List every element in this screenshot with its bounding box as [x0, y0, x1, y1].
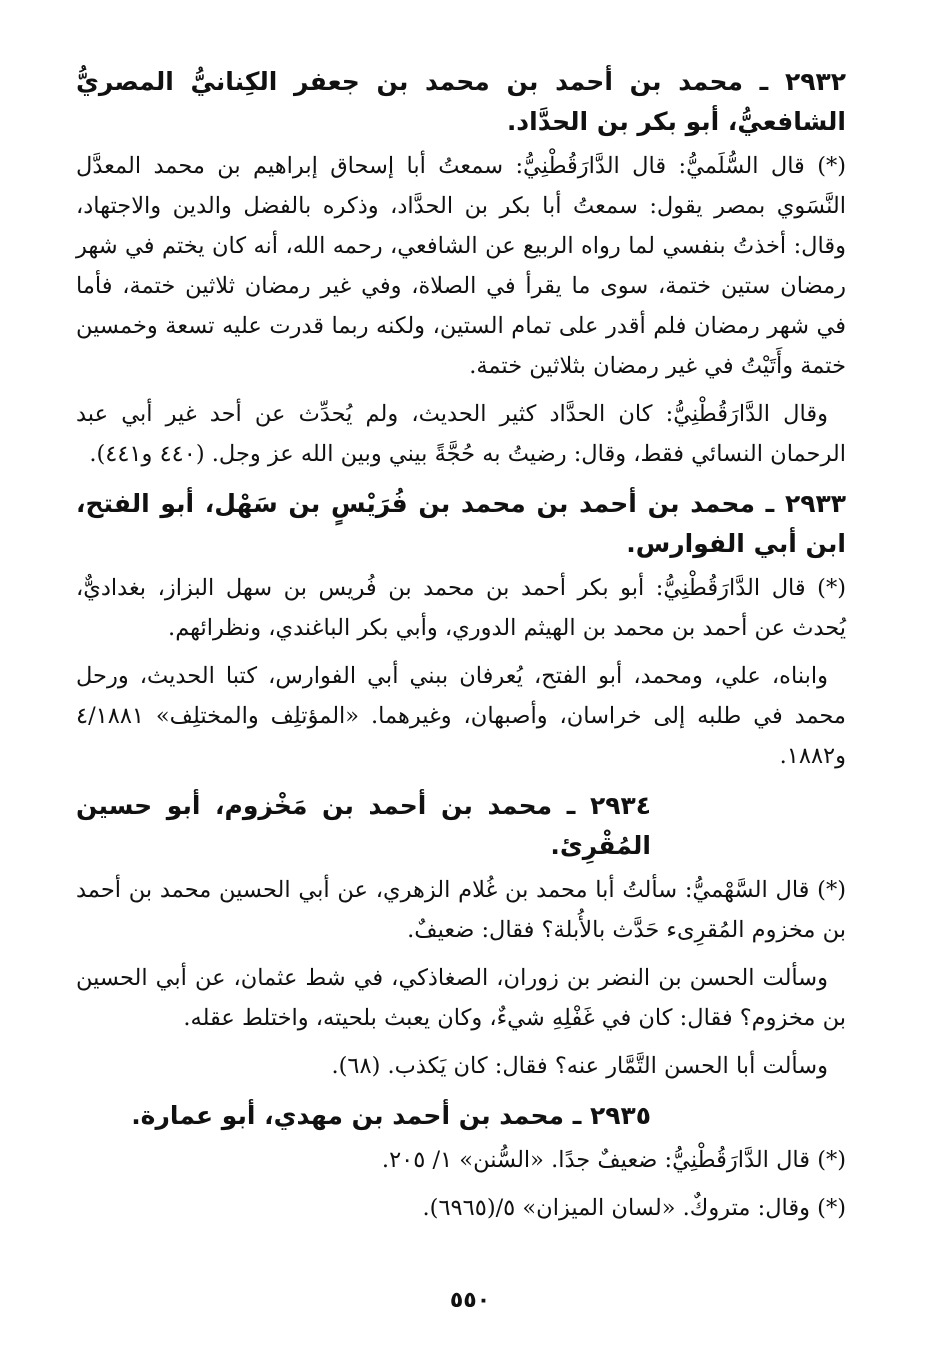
entry-2932	[76, 62, 846, 474]
entry-paragraph: (*) وقال: متروكٌ. «لسان الميزان» ٥/(٦٩٦٥).	[422, 1195, 846, 1221]
entry-paragraph: (*) قال السُّلَميُّ: قال الدَّارَقُطْنِيُّ: سمعتُ أبا إسحاق إبراهيم بن محمد المعدَّل النَّسَوي بمصر يقول: سمعتُ أبا بكر بن الحدَّاد، وذكره بالفضل والدين والاجتهاد، وقال: أخذتُ بنفسي لما رواه الربيع عن الشافعي، رحمه الله، أنه كان يختم في شهر رمضان ستين ختمة، سوى ما يقرأ في الصلاة، وفي غير رمضان ثلاثين ختمة، فأما في شهر رمضان فلم أقدر على تمام الستين، ولكنه ربما قدرت عليه تسعة وخمسين ختمة وأَتَيْتُ في غير رمضان بثلاثين ختمة.	[76, 153, 846, 379]
entry-paragraph: وابناه، علي، ومحمد، أبو الفتح، يُعرفان ببني أبي الفوارس، كتبا الحديث، ورحل محمد في طلبه إلى خراسان، وأصبهان، وغيرهما. «المؤتلِف والمختلِف» ٤/١٨٨١ و١٨٨٢.	[76, 663, 846, 769]
entry-heading: ٢٩٣٥ ـ محمد بن أحمد بن مهدي، أبو عمارة.	[131, 1101, 651, 1130]
entry-heading: ٢٩٣٢ ـ محمد بن أحمد بن محمد بن جعفر الكِنانيُّ المصريُّ الشافعيُّ، أبو بكر بن الحدَّاد.	[76, 67, 846, 136]
entry-heading: ٢٩٣٤ ـ محمد بن أحمد بن مَخْزوم، أبو حسين المُقْرِئ.	[76, 791, 651, 860]
entry-paragraph: وسألت أبا الحسن التَّمَّار عنه؟ فقال: كان يَكذب. (٦٨).	[331, 1053, 828, 1079]
book-page	[76, 62, 846, 1236]
entry-2934	[76, 786, 846, 1086]
entry-2933	[76, 484, 846, 776]
entry-paragraph: (*) قال السَّهْميُّ: سألتُ أبا محمد بن غُلام الزهري، عن أبي الحسين محمد بن أحمد بن مخزوم المُقرِىء حَدَّث بالأُبلة؟ فقال: ضعيفٌ.	[76, 877, 846, 943]
entry-paragraph: (*) قال الدَّارَقُطْنِيُّ: أبو بكر أحمد بن محمد بن فُريس بن سهل البزاز، بغداديٌّ، يُحدث عن أحمد بن محمد بن الهيثم الدوري، وأبي بكر الباغندي، ونظرائهم.	[76, 575, 846, 641]
entry-paragraph: وسألت الحسن بن النضر بن زوران، الصغاذكي، في شط عثمان، عن أبي الحسين بن مخزوم؟ فقال: كان في غَفْلِهِ شيءٌ، وكان يعبث بلحيته، واختلط عقله.	[76, 965, 846, 1031]
entry-heading: ٢٩٣٣ ـ محمد بن أحمد بن محمد بن فُرَيْسٍ بن سَهْل، أبو الفتح، ابن أبي الفوارس.	[76, 489, 846, 558]
entry-2935	[76, 1096, 846, 1228]
entry-paragraph: (*) قال الدَّارَقُطْنِيُّ: ضعيفٌ جدًا. «السُّنن» ١/ ٢٠٥.	[381, 1147, 846, 1173]
entry-paragraph: وقال الدَّارَقُطْنِيُّ: كان الحدَّاد كثير الحديث، ولم يُحدِّث عن أحد غير أبي عبد الرحمان النسائي فقط، وقال: رضيتُ به حُجَّةً بيني وبين الله عز وجل. (٤٤٠ و٤٤١).	[76, 401, 846, 467]
page-number: ٥٥٠	[449, 1288, 491, 1313]
